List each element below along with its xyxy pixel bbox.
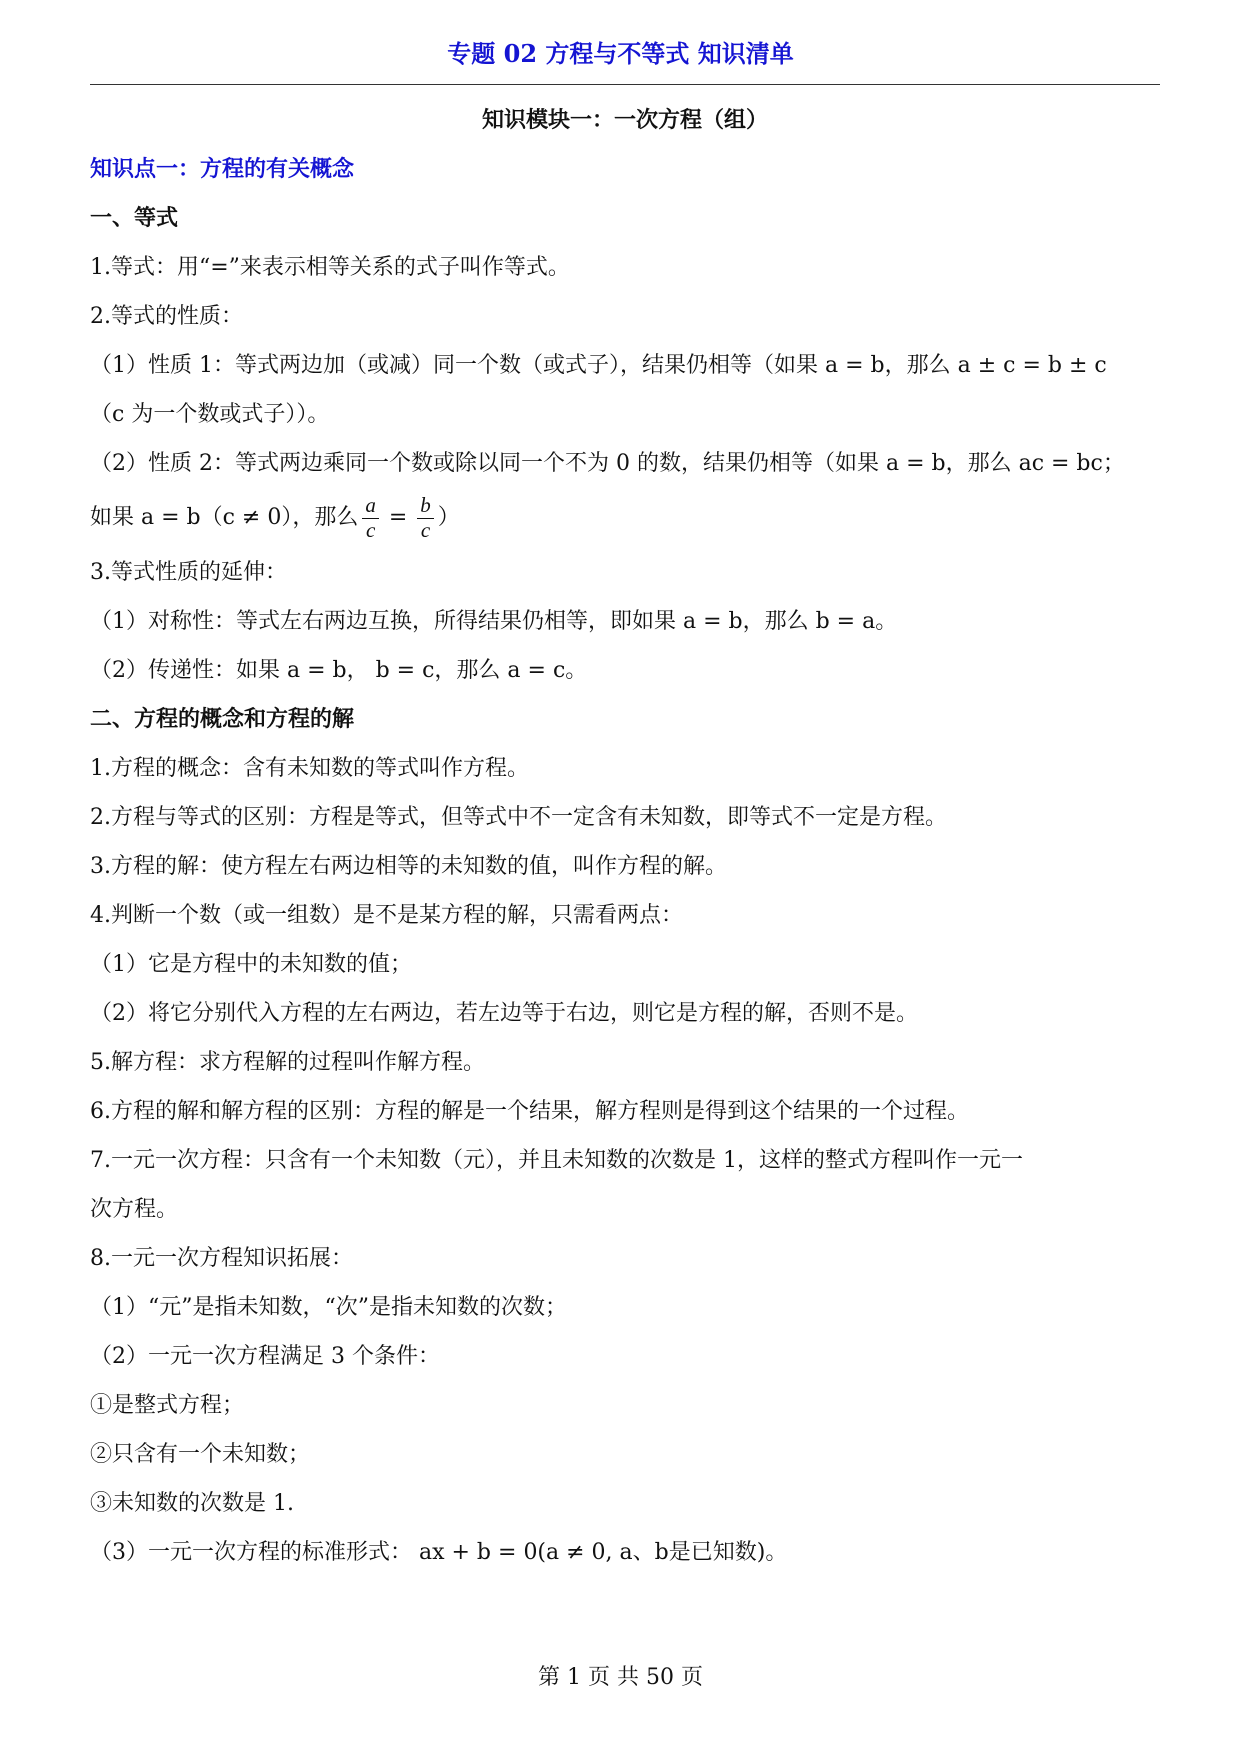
paragraph: （1）性质 1：等式两边加（或减）同一个数（或式子），结果仍相等（如果 a = b，那么 a ± c = b ± c (90, 353, 1107, 378)
section-title-equation: 二、方程的概念和方程的解 (90, 706, 355, 732)
paragraph-text: 如果 a = b（c ≠ 0），那么 (90, 505, 359, 530)
paragraph: 3.方程的解：使方程左右两边相等的未知数的值，叫作方程的解。 (90, 854, 727, 879)
fraction-numerator: b (417, 494, 434, 518)
paragraph: （1）对称性：等式左右两边互换，所得结果仍相等，即如果 a = b，那么 b = a。 (90, 609, 898, 634)
paragraph: 6.方程的解和解方程的区别：方程的解是一个结果，解方程则是得到这个结果的一个过程。 (90, 1099, 969, 1124)
paragraph: （1）“元”是指未知数，“次”是指未知数的次数； (90, 1295, 567, 1320)
paragraph: 4.判断一个数（或一组数）是不是某方程的解，只需看两点： (90, 903, 683, 928)
fraction-a-over-c (362, 494, 379, 541)
paragraph: 3.等式性质的延伸： (90, 560, 287, 585)
section-title-equality: 一、等式 (90, 205, 179, 231)
paragraph: 1.等式：用“=”来表示相等关系的式子叫作等式。 (90, 255, 570, 280)
document-body (90, 96, 1160, 1577)
fraction-denominator: c (365, 517, 376, 542)
paragraph: （c 为一个数或式子））。 (90, 402, 330, 427)
paragraph: （2）性质 2：等式两边乘同一个数或除以同一个不为 0 的数，结果仍相等（如果 a = b，那么 ac = bc； (90, 451, 1125, 476)
knowledge-point-title: 知识点一：方程的有关概念 (90, 156, 355, 182)
paragraph-with-fraction (90, 488, 1160, 548)
fraction-b-over-c (417, 494, 434, 541)
module-title: 知识模块一：一次方程（组） (481, 107, 768, 133)
fraction-numerator: a (362, 494, 379, 518)
paragraph: （3）一元一次方程的标准形式： ax + b = 0(a ≠ 0, a、b是已知数)。 (90, 1540, 788, 1565)
paragraph: （1）它是方程中的未知数的值； (90, 952, 412, 977)
paragraph: 2.方程与等式的区别：方程是等式，但等式中不一定含有未知数，即等式不一定是方程。 (90, 805, 947, 830)
list-item: ③未知数的次数是 1. (90, 1491, 294, 1516)
page-title: 专题 02 方程与不等式 知识清单 (447, 39, 794, 68)
list-item: ②只含有一个未知数； (90, 1442, 311, 1467)
header-divider (90, 84, 1160, 85)
equals-sign: = (388, 505, 408, 530)
paragraph: 2.等式的性质： (90, 304, 243, 329)
paragraph: 7.一元一次方程：只含有一个未知数（元），并且未知数的次数是 1，这样的整式方程叫作一元一 (90, 1148, 1023, 1173)
paragraph: 8.一元一次方程知识拓展： (90, 1246, 353, 1271)
paragraph: （2）一元一次方程满足 3 个条件： (90, 1344, 440, 1369)
paragraph: （2）将它分别代入方程的左右两边，若左边等于右边，则它是方程的解，否则不是。 (90, 1001, 918, 1026)
paragraph: 5.解方程：求方程解的过程叫作解方程。 (90, 1050, 485, 1075)
paragraph: 次方程。 (90, 1197, 179, 1222)
page-number: 第 1 页 共 50 页 (538, 1665, 703, 1690)
list-item: ①是整式方程； (90, 1393, 245, 1418)
paragraph: 1.方程的概念：含有未知数的等式叫作方程。 (90, 756, 529, 781)
fraction-denominator: c (420, 517, 431, 542)
paragraph: （2）传递性：如果 a = b， b = c，那么 a = c。 (90, 658, 588, 683)
paragraph-text: ） (437, 505, 460, 530)
